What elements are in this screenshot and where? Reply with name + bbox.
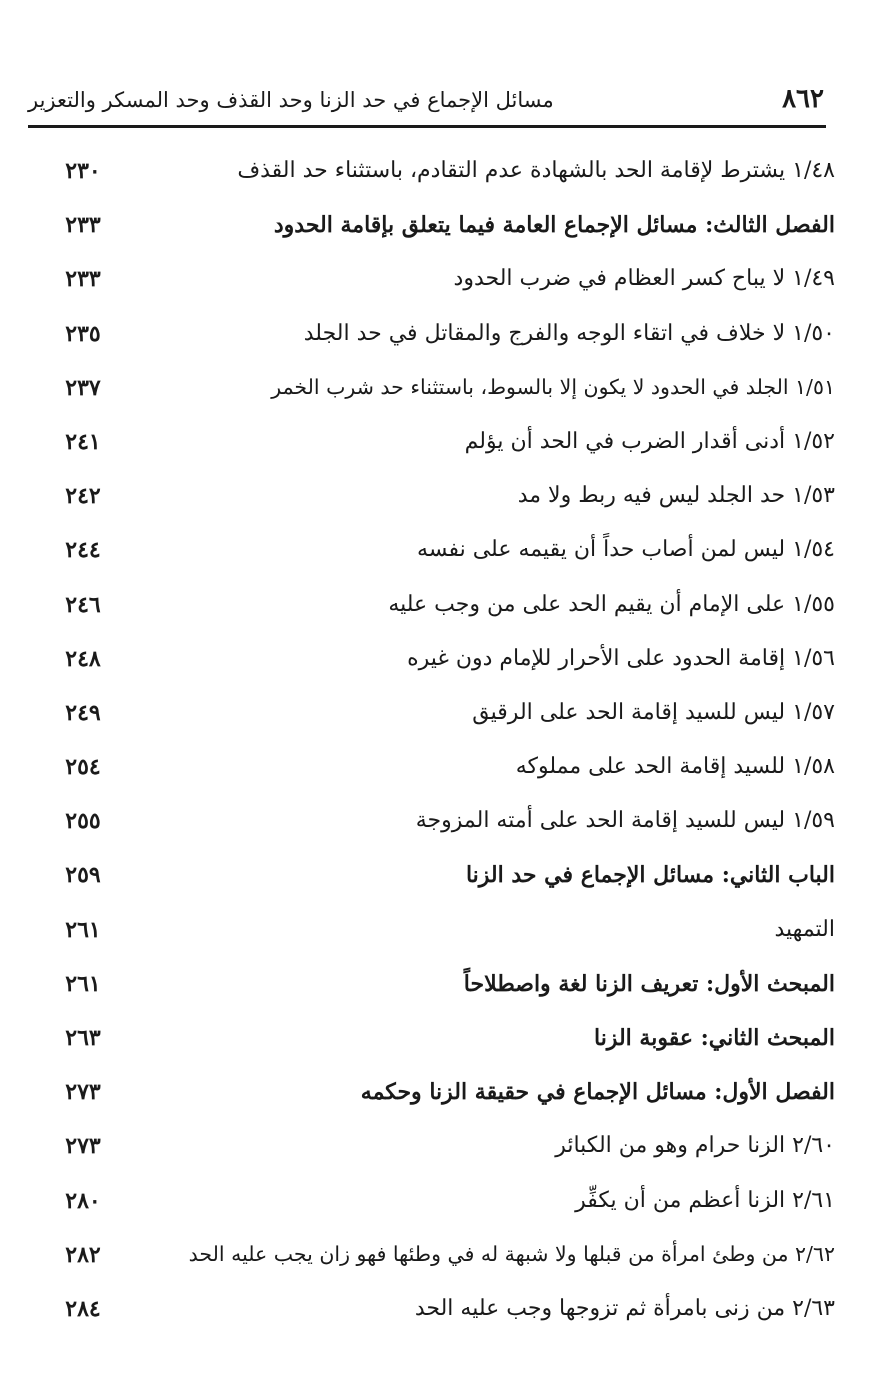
toc-entry-title: ١/٥١ الجلد في الحدود لا يكون إلا بالسوط، باستثناء حد شرب الخمر bbox=[271, 374, 835, 399]
toc-entry-page: ٢٤٤ bbox=[65, 537, 101, 564]
toc-entry-page: ٢٧٣ bbox=[65, 1133, 101, 1160]
toc-entry-title: ١/٥٥ على الإمام أن يقيم الحد على من وجب عليه bbox=[388, 591, 835, 617]
toc-entry bbox=[55, 369, 835, 423]
toc-entry-page: ٢٦٣ bbox=[65, 1025, 101, 1051]
toc-entry bbox=[55, 423, 835, 477]
toc-entry bbox=[55, 315, 835, 369]
toc-entry-page: ٢٥٩ bbox=[65, 862, 101, 889]
toc-entry bbox=[55, 1019, 835, 1073]
toc-entry-title: ١/٥٢ أدنى أقدار الضرب في الحد أن يؤلم bbox=[464, 428, 835, 454]
toc-entry bbox=[55, 640, 835, 694]
toc-entry bbox=[55, 965, 835, 1019]
toc-entry-title: ١/٤٩ لا يباح كسر العظام في ضرب الحدود bbox=[453, 266, 835, 292]
toc-entry bbox=[55, 152, 835, 206]
toc-entry-page: ٢٦١ bbox=[65, 916, 101, 943]
toc-entry-page: ٢٨٢ bbox=[65, 1241, 101, 1268]
toc-entry bbox=[55, 1073, 835, 1127]
toc-entry-page: ٢٨٠ bbox=[65, 1187, 101, 1214]
toc-entry-title: ١/٥٠ لا خلاف في اتقاء الوجه والفرج والمقاتل في حد الجلد bbox=[303, 320, 835, 346]
header-rule bbox=[28, 125, 826, 128]
toc-entry-title: الفصل الثالث: مسائل الإجماع العامة فيما يتعلق بإقامة الحدود bbox=[273, 212, 835, 239]
toc-entry bbox=[55, 206, 835, 260]
toc-entry bbox=[55, 1182, 835, 1236]
table-of-contents bbox=[55, 152, 835, 1344]
toc-entry-page: ٢٨٤ bbox=[65, 1295, 101, 1322]
toc-entry-title: ٢/٦٢ من وطئ امرأة من قبلها ولا شبهة له في وطئها فهو زان يجب عليه الحد bbox=[188, 1241, 835, 1266]
toc-entry bbox=[55, 856, 835, 910]
toc-entry-page: ٢٣٧ bbox=[65, 374, 101, 401]
toc-entry-page: ٢٣٣ bbox=[65, 266, 101, 293]
toc-entry-title: ٢/٦٣ من زنى بامرأة ثم تزوجها وجب عليه الحد bbox=[414, 1295, 835, 1321]
toc-entry-page: ٢٧٣ bbox=[65, 1079, 101, 1106]
toc-entry bbox=[55, 260, 835, 314]
toc-entry bbox=[55, 802, 835, 856]
toc-entry-page: ٢٤٢ bbox=[65, 483, 101, 510]
toc-entry bbox=[55, 1127, 835, 1181]
toc-entry-page: ٢٤٦ bbox=[65, 591, 101, 618]
toc-entry-title: ١/٥٦ إقامة الحدود على الأحرار للإمام دون غيره bbox=[407, 645, 835, 671]
toc-entry-page: ٢٤٩ bbox=[65, 699, 101, 726]
toc-entry bbox=[55, 911, 835, 965]
toc-entry-page: ٢٤١ bbox=[65, 428, 101, 455]
toc-entry-title: ١/٥٤ ليس لمن أصاب حداً أن يقيمه على نفسه bbox=[417, 537, 835, 563]
toc-entry-title: المبحث الأول: تعريف الزنا لغة واصطلاحاً bbox=[463, 970, 835, 997]
toc-entry bbox=[55, 694, 835, 748]
toc-entry-title: المبحث الثاني: عقوبة الزنا bbox=[593, 1025, 835, 1051]
toc-entry-title: ٢/٦٠ الزنا حرام وهو من الكبائر bbox=[555, 1133, 835, 1159]
page-number: ٨٦٢ bbox=[782, 84, 824, 114]
toc-entry-title: ١/٥٧ ليس للسيد إقامة الحد على الرقيق bbox=[472, 699, 835, 725]
toc-entry bbox=[55, 1290, 835, 1344]
running-header bbox=[28, 78, 828, 124]
toc-entry-title: ١/٥٣ حد الجلد ليس فيه ربط ولا مد bbox=[517, 483, 835, 509]
toc-entry-title: ٢/٦١ الزنا أعظم من أن يكفِّر bbox=[575, 1187, 835, 1213]
toc-entry-page: ٢٤٨ bbox=[65, 645, 101, 672]
toc-entry-page: ٢٥٤ bbox=[65, 754, 101, 781]
toc-entry-title: الفصل الأول: مسائل الإجماع في حقيقة الزنا وحكمه bbox=[360, 1079, 835, 1106]
toc-entry-page: ٢٣٣ bbox=[65, 212, 101, 239]
toc-entry-title: ١/٥٩ ليس للسيد إقامة الحد على أمته المزوجة bbox=[415, 808, 835, 834]
toc-entry-page: ٢٦١ bbox=[65, 970, 101, 997]
toc-entry-page: ٢٣٥ bbox=[65, 320, 101, 347]
toc-entry-title: التمهيد bbox=[774, 916, 835, 942]
toc-entry-title: ١/٥٨ للسيد إقامة الحد على مملوكه bbox=[515, 754, 835, 780]
toc-entry bbox=[55, 1236, 835, 1290]
running-header-title: مسائل الإجماع في حد الزنا وحد القذف وحد المسكر والتعزير bbox=[28, 88, 554, 112]
toc-entry-page: ٢٥٥ bbox=[65, 808, 101, 835]
toc-entry-title: ١/٤٨ يشترط لإقامة الحد بالشهادة عدم التقادم، باستثناء حد القذف bbox=[237, 158, 835, 183]
toc-entry bbox=[55, 586, 835, 640]
toc-entry-title: الباب الثاني: مسائل الإجماع في حد الزنا bbox=[465, 862, 835, 889]
toc-entry bbox=[55, 531, 835, 585]
toc-entry-page: ٢٣٠ bbox=[65, 158, 101, 184]
toc-entry bbox=[55, 748, 835, 802]
toc-entry bbox=[55, 477, 835, 531]
